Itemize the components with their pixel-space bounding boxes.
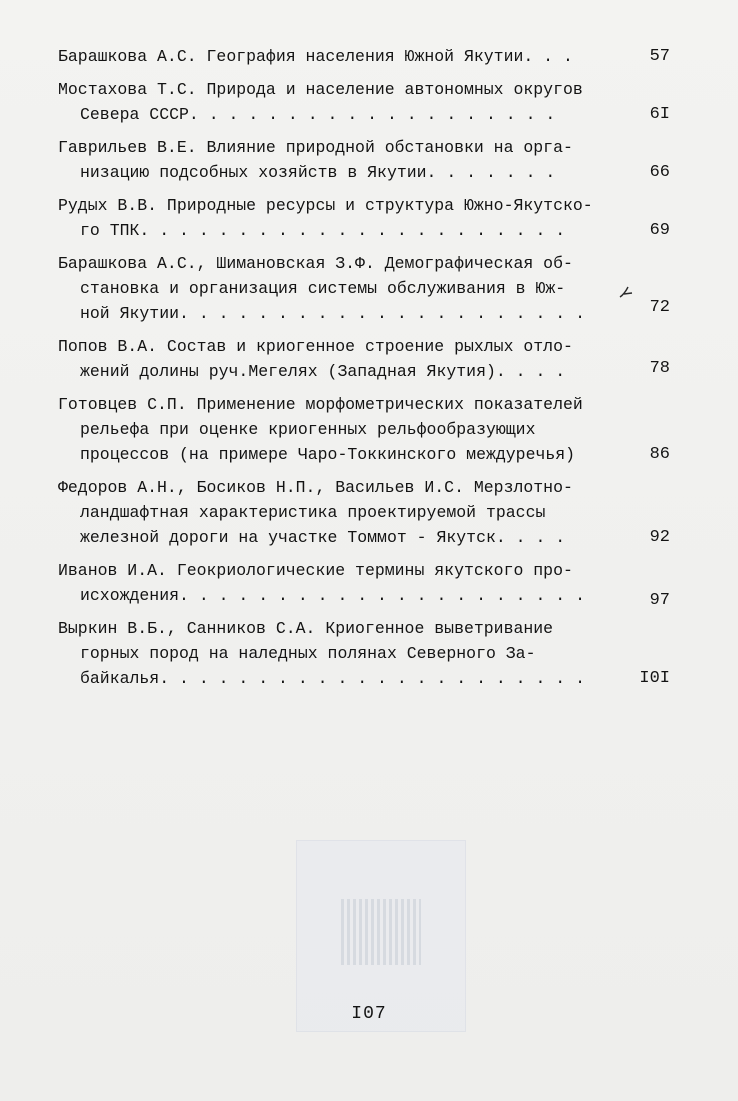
toc-entry-page: 6I	[649, 105, 670, 124]
toc-entry-page: 92	[649, 528, 670, 547]
toc-entry-line: Рудых В.В. Природные ресурсы и структура Южно-Якутско-	[58, 196, 593, 215]
toc-entry-line: Готовцев С.П. Применение морфометрических показателей	[58, 395, 583, 414]
table-of-contents	[58, 44, 670, 699]
toc-entry-line: Выркин В.Б., Санников С.А. Криогенное выветривание	[58, 619, 554, 638]
toc-entry-line: го ТПК. . . . . . . . . . . . . . . . . . . . . .	[80, 221, 566, 240]
toc-entry-page: 78	[649, 359, 670, 378]
toc-entry-line: Попов В.А. Состав и криогенное строение рыхлых отло-	[58, 337, 573, 356]
toc-entry-line: Гаврильев В.Е. Влияние природной обстановки на орга-	[58, 138, 573, 157]
toc-entry-line: рельефа при оценке криогенных рельфообразующих	[80, 420, 536, 439]
toc-entry-line: Федоров А.Н., Босиков Н.П., Васильев И.С. Мерзлотно-	[58, 478, 573, 497]
toc-entry-line: Барашкова А.С., Шимановская З.Ф. Демографическая об-	[58, 254, 573, 273]
toc-entry-line: Барашкова А.С. География населения Южной Якутии. . .	[58, 47, 573, 66]
toc-entry-line: процессов (на примере Чаро-Токкинского междуречья)	[80, 445, 576, 464]
toc-entry-page: 86	[649, 445, 670, 464]
page-number: I07	[351, 1004, 387, 1024]
toc-entry-line: низацию подсобных хозяйств в Якутии. . . . . . .	[80, 163, 556, 182]
toc-entry[interactable]	[58, 558, 670, 608]
toc-entry[interactable]	[58, 135, 670, 185]
toc-entry-page: I0I	[639, 669, 670, 688]
toc-entry-line: исхождения. . . . . . . . . . . . . . . . . . . . .	[80, 586, 585, 605]
toc-entry-line: ной Якутии. . . . . . . . . . . . . . . . . . . . .	[80, 304, 585, 323]
toc-entry-page: 66	[649, 163, 670, 182]
toc-entry-page: 97	[649, 591, 670, 610]
toc-entry[interactable]	[58, 392, 670, 467]
toc-entry[interactable]	[58, 616, 670, 691]
toc-entry-line: железной дороги на участке Томмот - Якутск. . . .	[80, 528, 566, 547]
toc-entry-line: ландшафтная характеристика проектируемой трассы	[80, 503, 546, 522]
toc-entry-page: 57	[649, 47, 670, 66]
toc-entry-line: становка и организация системы обслуживания в Юж-	[80, 279, 566, 298]
toc-entry-page: 69	[649, 221, 670, 240]
toc-entry[interactable]	[58, 44, 670, 69]
toc-entry[interactable]	[58, 77, 670, 127]
toc-entry-line: Иванов И.А. Геокриологические термины якутского про-	[58, 561, 573, 580]
toc-entry-line: Мостахова Т.С. Природа и население автономных округов	[58, 80, 583, 99]
toc-entry-line: горных пород на наледных полянах Северного За-	[80, 644, 536, 663]
toc-entry[interactable]	[58, 251, 670, 326]
toc-entry[interactable]	[58, 475, 670, 550]
toc-entry[interactable]	[58, 193, 670, 243]
toc-entry[interactable]	[58, 334, 670, 384]
toc-entry-page: 72	[649, 298, 670, 317]
toc-entry-line: жений долины руч.Мегелях (Западная Якутия). . . .	[80, 362, 566, 381]
toc-entry-line: байкалья. . . . . . . . . . . . . . . . . . . . . .	[80, 669, 585, 688]
toc-entry-line: Севера СССР. . . . . . . . . . . . . . . . . . .	[80, 105, 556, 124]
